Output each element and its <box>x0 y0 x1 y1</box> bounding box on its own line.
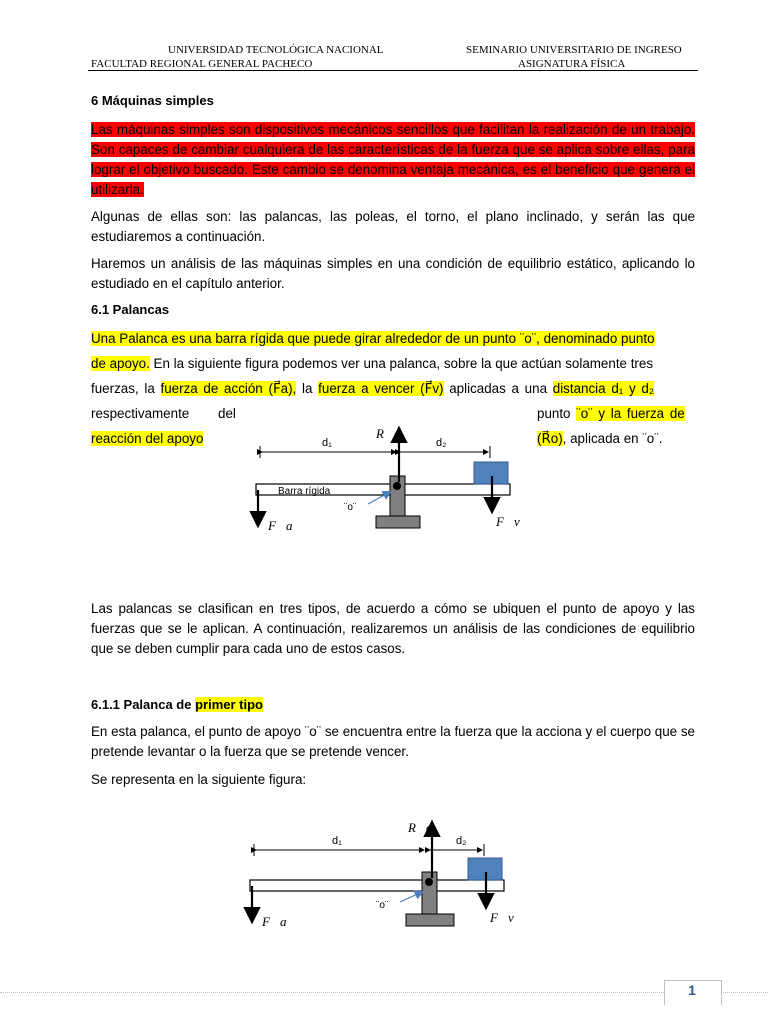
heading-text: 6.1.1 Palanca de <box>91 697 196 712</box>
lever-diagram-1 <box>240 418 530 548</box>
page-number: 1 <box>688 982 696 998</box>
action-force-label: F⃗a <box>262 914 287 929</box>
lever-diagram-2 <box>236 814 526 944</box>
footer-rule <box>0 992 768 993</box>
paragraph-examples: Algunas de ellas son: las palancas, las poleas, el torno, el plano inclinado, y serán las que estudiaremos a continuación. <box>91 209 695 244</box>
text-span: En la siguiente figura podemos ver una palanca, sobre la que actúan solamente tres <box>149 356 654 371</box>
header-rule <box>88 70 698 71</box>
text-span: fuerzas, la <box>91 381 161 396</box>
pivot-label: ¨o¨ <box>344 502 357 513</box>
subsubsection-heading <box>91 697 263 712</box>
text-span: punto <box>537 406 577 421</box>
reaction-force-label: R⃗o <box>376 426 401 441</box>
lever-line-4-left: respectivamente <box>91 406 190 421</box>
pivot-point <box>393 482 401 490</box>
rigid-bar <box>250 880 504 891</box>
bar-label: Barra rígida <box>278 486 331 497</box>
highlighted-text: ¨o¨ y la fuerza de <box>576 406 685 421</box>
paragraph-figure-intro: Se representa en la siguiente figura: <box>91 772 307 787</box>
lever-line-3 <box>91 379 654 399</box>
header-faculty: FACULTAD REGIONAL GENERAL PACHECO <box>91 58 313 70</box>
header-seminar: SEMINARIO UNIVERSITARIO DE INGRESO <box>466 44 682 56</box>
resisting-force-label: F⃗v <box>496 514 520 529</box>
highlighted-text: fuerza de acción (F⃗a), <box>160 381 297 396</box>
resisting-force-label: F⃗v <box>490 910 514 925</box>
paragraph-lever-types: Las palancas se clasifican en tres tipos, de acuerdo a cómo se ubiquen el punto de apoyo y las fuerzas que se le aplican. A continuación, realizaremos un análisis de las condiciones de equilibrio que se deben cumplir para cada uno de estos casos. <box>91 601 695 656</box>
lever-line-4-right <box>537 404 685 424</box>
lever-line-4-mid: del <box>218 406 236 421</box>
paragraph-analysis: Haremos un análisis de las máquinas simples en una condición de equilibrio estático, aplicando lo estudiado en el capítulo anterior. <box>91 256 695 291</box>
paragraph-definition <box>91 120 695 200</box>
subsection-heading: 6.1 Palancas <box>91 302 170 317</box>
section-heading: 6 Máquinas simples <box>91 93 214 108</box>
header-institution: UNIVERSIDAD TECNOLÓGICA NACIONAL <box>168 44 384 56</box>
support-base <box>376 516 420 528</box>
pivot-label: ¨o¨ <box>376 900 389 911</box>
lever-line-5-right <box>537 429 662 449</box>
header-subject: ASIGNATURA FÍSICA <box>518 58 626 70</box>
d2-label: d₂ <box>436 437 447 449</box>
highlighted-text: fuerza a vencer (F⃗v) <box>318 381 444 396</box>
reaction-force-label: R⃗o <box>408 820 433 835</box>
highlighted-text: Las máquinas simples son dispositivos mecánicos sencillos que facilitan la realización de un trabajo. Son capaces de cambiar cualquiera de las características de la fuerza que se aplica sobre ellas, para lograr el objetivo buscado. Este cambio se denomina ventaja mecánica, es el beneficio que genera el utilizarla. <box>91 122 695 197</box>
text-span: la <box>296 381 319 396</box>
text-span: aplicadas a una <box>443 381 553 396</box>
highlighted-text: distancia d₁ y d₂ <box>552 381 655 396</box>
pivot-point <box>425 878 433 886</box>
action-force-label: F⃗a <box>268 518 293 533</box>
highlighted-text: (R⃗o) <box>537 431 563 446</box>
d2-label: d₂ <box>456 835 467 847</box>
lever-line-2 <box>91 354 653 374</box>
highlighted-text: primer tipo <box>195 697 263 712</box>
d1-label: d₁ <box>332 835 342 847</box>
paragraph-first-type: En esta palanca, el punto de apoyo ¨o¨ se encuentra entre la fuerza que la acciona y el cuerpo que se pretende levantar o la fuerza que se pretende vencer. <box>91 724 695 759</box>
highlighted-text: reacción del apoyo <box>91 431 204 446</box>
support-base <box>406 914 454 926</box>
highlighted-text: Una Palanca es una barra rígida que puede girar alrededor de un punto ¨o¨, denominado punto <box>91 331 655 346</box>
lever-line-5-left <box>91 429 203 449</box>
highlighted-text: de apoyo. <box>91 356 150 371</box>
text-span: , aplicada en ¨o¨. <box>562 431 663 446</box>
d1-label: d₁ <box>322 437 332 449</box>
lever-line-1 <box>91 329 655 349</box>
pivot-pointer <box>400 892 422 902</box>
